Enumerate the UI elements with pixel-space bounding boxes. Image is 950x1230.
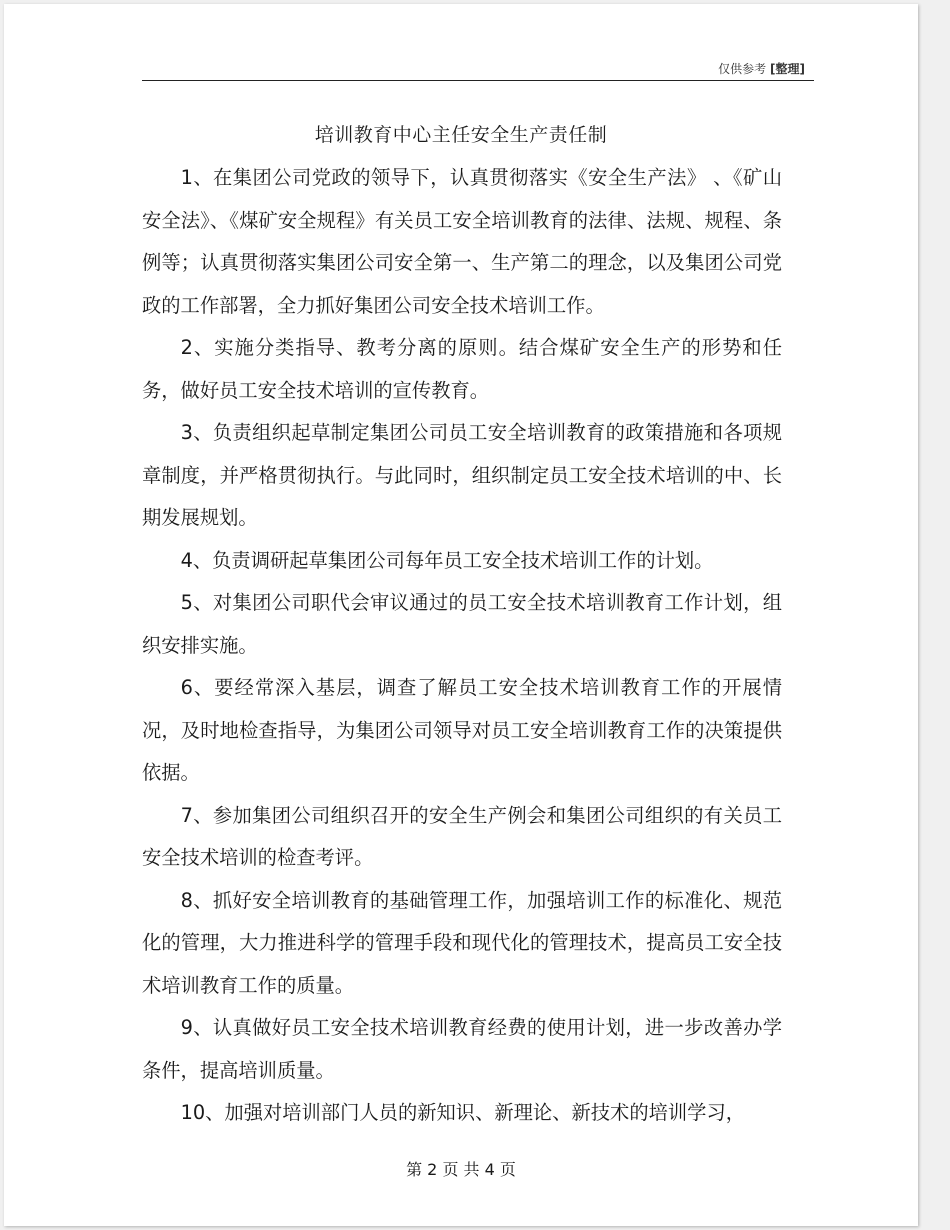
header-rule <box>142 80 814 81</box>
paragraph-6: 6、要经常深入基层，调查了解员工安全技术培训教育工作的开展情况，及时地检查指导，为集团公司领导对员工安全培训教育工作的决策提供依据。 <box>142 676 782 784</box>
header-note: 仅供参考 <box>718 62 767 76</box>
paragraph-1: 1、在集团公司党政的领导下，认真贯彻落实《安全生产法》 、《矿山安全法》、《煤矿安全规程》有关员工安全培训教育的法律、法规、规程、条例等；认真贯彻落实集团公司安全第一、生产第二的理念，以及集团公司党政的工作部署，全力抓好集团公司安全技术培训工作。 <box>142 166 782 317</box>
page-footer: 第 2 页 共 4 页 <box>406 1160 516 1179</box>
paragraph-9: 9、认真做好员工安全技术培训教育经费的使用计划，进一步改善办学条件，提高培训质量。 <box>142 1016 782 1082</box>
document-page <box>4 4 918 1226</box>
document-body <box>142 157 782 1135</box>
header-tag: [整理] <box>770 62 805 76</box>
paragraph-10: 10、加强对培训部门人员的新知识、新理论、新技术的培训学习， <box>180 1101 746 1124</box>
paragraph-8: 8、抓好安全培训教育的基础管理工作，加强培训工作的标准化、规范化的管理，大力推进科学的管理手段和现代化的管理技术，提高员工安全技术培训教育工作的质量。 <box>142 888 782 997</box>
paragraph-7: 7、参加集团公司组织召开的安全生产例会和集团公司组织的有关员工安全技术培训的检查考评。 <box>142 803 782 869</box>
paragraph-2: 2、实施分类指导、教考分离的原则。结合煤矿安全生产的形势和任务，做好员工安全技术培训的宣传教育。 <box>142 336 782 402</box>
paragraph-3: 3、负责组织起草制定集团公司员工安全培训教育的政策措施和各项规章制度，并严格贯彻执行。与此同时，组织制定员工安全技术培训的中、长期发展规划。 <box>142 421 782 529</box>
document-title: 培训教育中心主任安全生产责任制 <box>314 124 608 146</box>
paragraph-5: 5、对集团公司职代会审议通过的员工安全技术培训教育工作计划，组织安排实施。 <box>142 591 782 657</box>
page-header <box>718 60 805 77</box>
paragraph-4: 4、负责调研起草集团公司每年员工安全技术培训工作的计划。 <box>180 548 714 572</box>
